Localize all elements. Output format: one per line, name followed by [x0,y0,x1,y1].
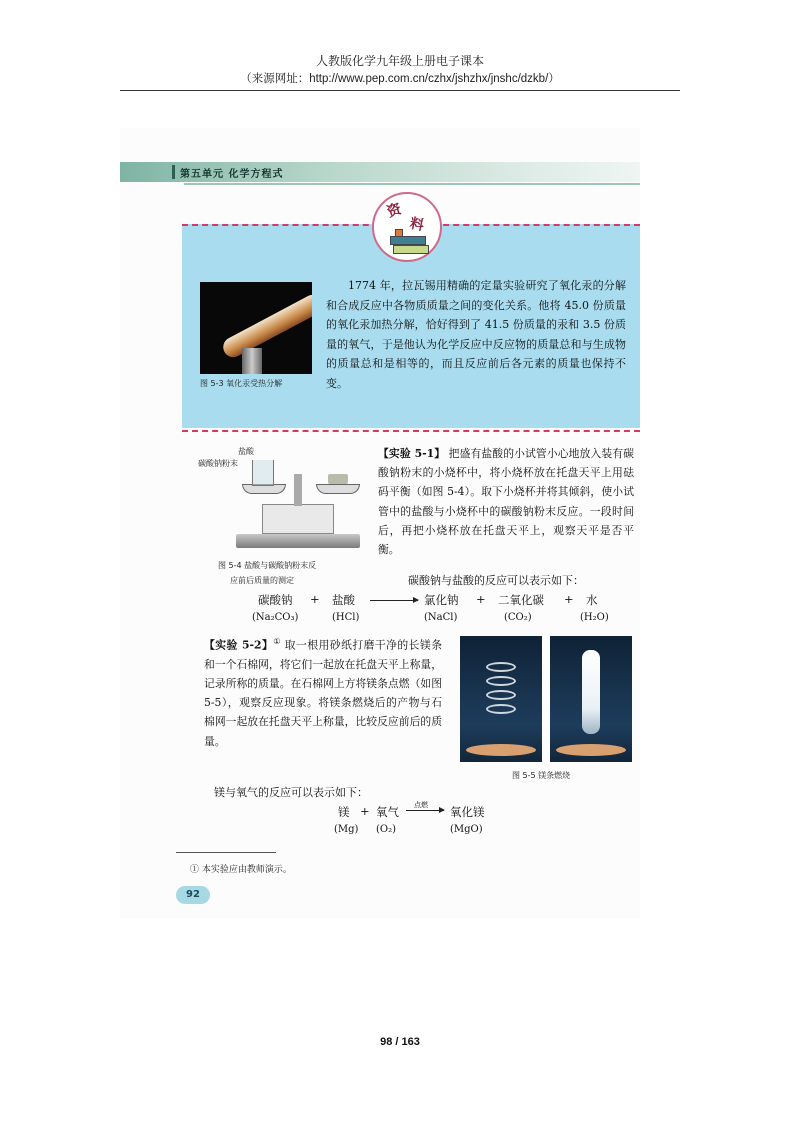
eq1-product-2: 二氧化碳 [498,593,544,607]
unit-header-title: 第五单元 化学方程式 [180,169,284,180]
eq1-plus-1: + [310,592,320,606]
coil-loop [486,704,516,714]
figure-5-4-caption-line2: 应前后质量的测定 [230,576,294,585]
eq2-product: 氧化镁 [450,805,485,819]
eq1-product-1: 氯化钠 [424,593,459,607]
test-tube-image [220,291,312,360]
footnote: ① 本实验应由教师演示。 [190,865,292,875]
coil-loop [486,676,516,686]
equation-2 [120,801,640,844]
eq1-reactant-1: 碳酸钠 [258,593,293,607]
eq2-arrow [406,810,444,811]
figure-5-3-caption: 图 5-3 氧化汞受热分解 [200,379,283,388]
footnote-marker: ① [273,637,281,646]
eq1-product-3: 水 [586,593,598,607]
eq1-formula-1: (Na₂CO₃) [252,612,299,623]
balance-pan-right [316,484,360,494]
pdf-page-indicator: 98 / 163 [380,1036,420,1048]
equation-1 [120,592,640,632]
figure-5-5-photos [460,636,632,764]
eq2-reactant-1: 镁 [338,805,350,819]
eq1-formula-2: (HCl) [332,612,360,623]
asbestos-net [556,744,626,756]
info-badge [372,192,442,262]
experiment-5-1-heading: 【实验 5-1】 [378,447,446,460]
equation-1-intro: 碳酸钠与盐酸的反应可以表示如下： [408,574,584,587]
weights-icon [328,474,348,484]
book-page-number: 92 [176,886,210,904]
header-rule [120,90,680,91]
label-powder: 碳酸钠粉末 [198,459,238,468]
eq2-formula-2: (O₂) [376,824,397,835]
pdf-header [0,52,800,88]
figure-5-4-caption-line1: 图 5-4 盐酸与碳酸钠粉末反 [218,561,317,570]
experiment-5-2-paragraph [204,632,442,751]
badge-char-1: 资 [385,201,404,221]
badge-char-2: 料 [408,215,426,235]
experiment-5-1-paragraph [378,444,634,559]
label-hcl: 盐酸 [238,447,254,456]
book-icon [390,236,426,245]
burning-flame [582,650,600,734]
coil-loop [486,662,516,672]
eq1-plus-2: + [476,592,486,606]
experiment-5-2-text: 取一根用砂纸打磨干净的长镁条和一个石棉网，将它们一起放在托盘天平上称量，记录所称的质量。在石棉网上方将镁条点燃（如图 5-5），观察反应现象。将镁条燃烧后的产物与石棉网一起放在托盘天平上称量，比较反应前后的质量。 [204,638,443,748]
book-icon [393,245,429,254]
eq2-reactant-2: 氧气 [376,805,399,819]
eq1-arrow [370,600,418,601]
figure-5-3-photo [200,282,312,374]
balance-pillar [294,474,302,506]
figure-5-5-caption: 图 5-5 镁条燃烧 [512,771,571,780]
experiment-5-2-heading: 【实验 5-2】 [204,638,274,652]
eq1-plus-3: + [564,592,574,606]
equation-2-intro: 镁与氧气的反应可以表示如下： [214,786,368,799]
eq1-reactant-2: 盐酸 [332,593,355,607]
eq1-formula-4: (CO₂) [504,612,532,623]
beaker-icon [252,460,274,486]
pdf-header-source: （来源网址：http://www.pep.com.cn/czhx/jshzhx/jnshc/dzkb/） [240,73,560,85]
unit-header-rule [184,183,640,185]
balance-base [236,534,360,548]
figure-5-4-caption [218,558,368,588]
footnote-rule [176,852,276,853]
eq2-plus: + [360,804,370,818]
eq2-condition: 点燃 [414,801,428,809]
textbook-page [120,128,640,918]
info-paragraph: 1774 年，拉瓦锡用精确的定量实验研究了氧化汞的分解和合成反应中各物质质量之间的变化关系。他将 45.0 份质量的氧化汞加热分解，恰好得到了 41.5 份质量的汞和 3.5 份质量的氧气，于是他认为化学反应中反应物的质量总和与生成物的质量总和是相等的，而且反应前后各元素的质量也保持不变。 [326,279,626,390]
magnesium-burning-photo [550,636,632,762]
eq1-formula-3: (NaCl) [424,612,458,623]
magnesium-coil-photo [460,636,542,762]
experiment-5-1-text: 把盛有盐酸的小试管小心地放入装有碳酸钠粉末的小烧杯中，将小烧杯放在托盘天平上用砝码平衡（如图 5-4）。取下小烧杯并将其倾斜，使小试管中的盐酸与小烧杯中的碳酸钠粉末反应。一段时间后，再把小烧杯放在托盘天平上，观察天平是否平衡。 [378,447,634,557]
unit-header-mark [172,165,175,179]
asbestos-net [466,744,536,756]
coil-loop [486,690,516,700]
alcohol-lamp-image [242,348,262,374]
eq2-formula-1: (Mg) [334,824,359,835]
unit-header-bar [120,162,640,182]
pdf-header-title: 人教版化学九年级上册电子课本 [315,54,484,68]
figure-5-4-balance [198,446,366,556]
info-box-bottom-border [182,430,640,432]
eq2-formula-3: (MgO) [450,824,483,835]
balance-body [262,504,334,534]
eq1-formula-5: (H₂O) [580,612,609,623]
